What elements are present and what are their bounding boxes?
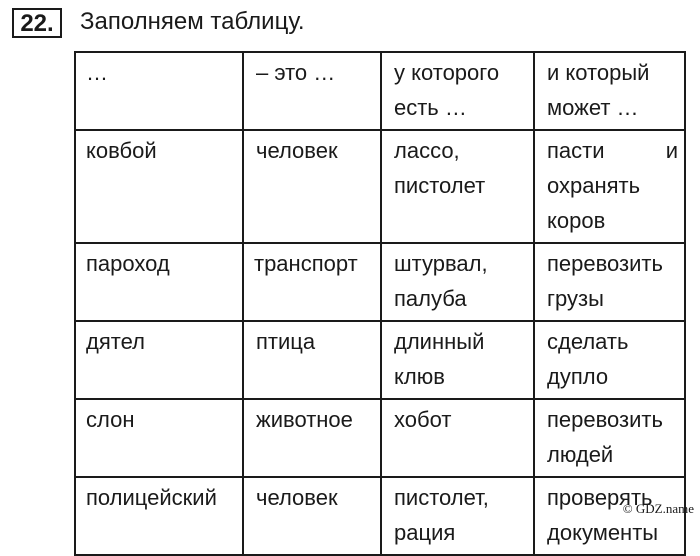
header-cell-has: у которого есть …	[381, 52, 534, 130]
table-cell: штурвал, палуба	[381, 243, 534, 321]
worksheet-table	[74, 51, 686, 556]
table-row	[75, 321, 685, 399]
table-cell: лассо, пистолет	[381, 130, 534, 243]
header-row	[75, 52, 685, 130]
table-row	[75, 399, 685, 477]
watermark: © GDZ.name	[622, 501, 694, 516]
table-cell: перевозить людей	[534, 399, 685, 477]
table-row	[75, 130, 685, 243]
table-cell: человек	[243, 130, 381, 243]
table-row	[75, 243, 685, 321]
table-cell: слон	[75, 399, 243, 477]
table-cell: пасти и охранять коров	[534, 130, 685, 243]
table-cell: хобот	[381, 399, 534, 477]
header-cell-subject: …	[75, 52, 243, 130]
task-number: 22.	[12, 8, 62, 38]
header-cell-can: и который может …	[534, 52, 685, 130]
table-cell: сделать дупло	[534, 321, 685, 399]
table-cell: транспорт	[243, 243, 381, 321]
header-cell-category: – это …	[243, 52, 381, 130]
table-cell: перевозить грузы	[534, 243, 685, 321]
table-cell: проверять документы	[534, 477, 685, 555]
table-cell: ковбой	[75, 130, 243, 243]
table-cell: полицейский	[75, 477, 243, 555]
table-cell: животное	[243, 399, 381, 477]
table-cell: пистолет, рация	[381, 477, 534, 555]
table-cell: дятел	[75, 321, 243, 399]
table-cell: птица	[243, 321, 381, 399]
table-cell: длинный клюв	[381, 321, 534, 399]
table-row	[75, 477, 685, 555]
table-cell: человек	[243, 477, 381, 555]
table-cell: пароход	[75, 243, 243, 321]
task-title: Заполняем таблицу.	[80, 8, 305, 35]
